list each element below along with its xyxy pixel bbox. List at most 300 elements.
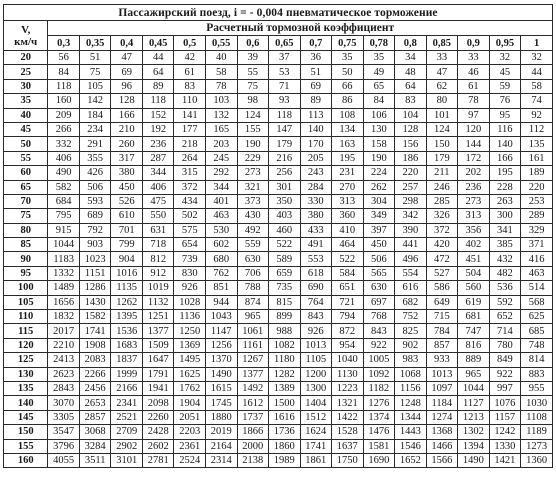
distance-cell: 106 [363,108,395,122]
speed-cell: 145 [4,410,48,424]
distance-cell: 630 [237,252,269,266]
distance-cell: 110 [174,94,206,108]
distance-cell: 1076 [489,396,521,410]
distance-cell: 190 [237,137,269,151]
distance-cell: 287 [142,151,174,165]
distance-cell: 721 [332,295,364,309]
distance-cell: 62 [426,79,458,93]
distance-cell: 344 [205,180,237,194]
distance-cell: 926 [300,324,332,338]
distance-cell: 464 [332,238,364,252]
distance-cell: 420 [426,238,458,252]
speed-cell: 70 [4,194,48,208]
distance-cell: 575 [174,223,206,237]
distance-cell: 1130 [332,367,364,381]
table-row [4,238,553,252]
distance-cell: 192 [142,122,174,136]
distance-cell: 2203 [174,425,206,439]
distance-cell: 450 [111,180,143,194]
distance-cell: 64 [142,65,174,79]
distance-cell: 1908 [79,338,111,352]
distance-cell: 1273 [521,439,553,453]
speed-cell: 110 [4,310,48,324]
distance-cell: 1736 [269,425,301,439]
distance-cell: 1132 [142,295,174,309]
distance-cell: 390 [395,223,427,237]
distance-cell: 397 [363,223,395,237]
table-body [4,51,553,468]
distance-cell: 1762 [174,381,206,395]
distance-cell: 944 [205,295,237,309]
speed-cell: 125 [4,353,48,367]
coefficient-header-cell: 0,7 [300,36,332,51]
distance-cell: 631 [142,223,174,237]
distance-cell: 75 [237,79,269,93]
distance-cell: 189 [521,166,553,180]
distance-cell: 988 [269,324,301,338]
table-row [4,367,553,381]
distance-cell: 715 [426,310,458,324]
distance-cell: 166 [111,108,143,122]
distance-cell: 165 [205,122,237,136]
distance-cell: 889 [458,353,490,367]
distance-cell: 1274 [426,410,458,424]
distance-cell: 195 [489,166,521,180]
distance-cell: 1443 [395,425,427,439]
distance-cell: 1250 [174,324,206,338]
speed-cell: 105 [4,295,48,309]
distance-cell: 2166 [111,381,143,395]
distance-cell: 1013 [426,367,458,381]
distance-cell: 792 [79,223,111,237]
table-row [4,252,553,266]
distance-cell: 236 [142,137,174,151]
distance-cell: 92 [521,108,553,122]
distance-cell: 1302 [458,425,490,439]
distance-cell: 130 [363,122,395,136]
coefficient-header-cell: 0,6 [237,36,269,51]
table-row [4,425,553,439]
distance-cell: 56 [48,51,80,65]
distance-cell: 2361 [174,439,206,453]
distance-cell: 177 [174,122,206,136]
distance-cell: 1495 [174,353,206,367]
distance-cell: 2623 [48,367,80,381]
distance-cell: 1566 [426,453,458,467]
distance-cell: 93 [269,94,301,108]
distance-cell: 903 [79,238,111,252]
distance-cell: 172 [458,151,490,165]
distance-cell: 270 [332,180,364,194]
distance-cell: 266 [48,122,80,136]
distance-cell: 1546 [395,439,427,453]
speed-column-header [4,21,48,51]
distance-cell: 768 [363,310,395,324]
speed-cell: 120 [4,338,48,352]
distance-cell: 39 [237,51,269,65]
distance-cell: 1105 [300,353,332,367]
coefficient-header-cell: 0,9 [458,36,490,51]
distance-cell: 78 [458,94,490,108]
distance-cell: 58 [205,65,237,79]
distance-cell: 568 [521,295,553,309]
speed-cell: 50 [4,137,48,151]
distance-cell: 84 [363,94,395,108]
distance-cell: 349 [363,209,395,223]
distance-cell: 229 [237,151,269,165]
distance-cell: 718 [142,238,174,252]
distance-cell: 86 [332,94,364,108]
distance-cell: 1330 [489,439,521,453]
distance-cell: 514 [521,281,553,295]
distance-cell: 45 [489,65,521,79]
distance-cell: 1368 [426,425,458,439]
distance-cell: 140 [300,122,332,136]
distance-cell: 380 [300,209,332,223]
distance-cell: 1369 [174,338,206,352]
table-row [4,310,553,324]
speed-cell: 140 [4,396,48,410]
distance-cell: 234 [79,122,111,136]
distance-cell: 912 [142,266,174,280]
speed-cell: 130 [4,367,48,381]
distance-cell: 1082 [269,338,301,352]
distance-cell: 602 [205,238,237,252]
distance-cell: 3796 [48,439,80,453]
distance-cell: 132 [205,108,237,122]
distance-cell: 812 [142,252,174,266]
distance-cell: 433 [300,223,332,237]
table-row [4,324,553,338]
distance-cell: 506 [363,252,395,266]
distance-cell: 61 [458,79,490,93]
distance-cell: 317 [111,151,143,165]
distance-cell: 1832 [48,310,80,324]
table-row [4,79,553,93]
distance-cell: 2781 [142,453,174,467]
distance-cell: 965 [237,310,269,324]
speed-cell: 65 [4,180,48,194]
distance-cell: 356 [458,223,490,237]
distance-cell: 1180 [269,353,301,367]
distance-cell: 714 [489,324,521,338]
distance-cell: 33 [426,51,458,65]
distance-cell: 1108 [521,410,553,424]
distance-cell: 170 [300,137,332,151]
distance-cell: 2314 [205,453,237,467]
distance-cell: 1612 [237,396,269,410]
table-row [4,108,553,122]
distance-cell: 98 [237,94,269,108]
distance-cell: 2524 [174,453,206,467]
distance-cell: 450 [363,238,395,252]
distance-cell: 156 [395,137,427,151]
coefficient-header-row [4,36,553,51]
distance-cell: 350 [269,194,301,208]
distance-cell: 1028 [174,295,206,309]
distance-cell: 1092 [363,367,395,381]
distance-cell: 406 [142,180,174,194]
distance-cell: 152 [142,108,174,122]
distance-cell: 618 [300,266,332,280]
distance-cell: 55 [237,65,269,79]
distance-cell: 681 [458,310,490,324]
distance-cell: 490 [48,166,80,180]
distance-cell: 491 [300,238,332,252]
distance-cell: 1394 [458,439,490,453]
speed-cell: 75 [4,209,48,223]
speed-cell: 115 [4,324,48,338]
distance-cell: 298 [395,194,427,208]
distance-cell: 2428 [142,425,174,439]
distance-cell: 1044 [458,381,490,395]
speed-cell: 25 [4,65,48,79]
distance-cell: 1136 [174,310,206,324]
distance-cell: 1223 [332,381,364,395]
distance-cell: 416 [521,252,553,266]
distance-cell: 44 [521,65,553,79]
distance-cell: 553 [300,252,332,266]
distance-cell: 3547 [48,425,80,439]
distance-cell: 104 [395,108,427,122]
speed-cell: 20 [4,51,48,65]
distance-cell: 321 [237,180,269,194]
distance-cell: 441 [395,238,427,252]
distance-cell: 1490 [205,367,237,381]
distance-cell: 506 [79,180,111,194]
distance-cell: 794 [332,310,364,324]
distance-cell: 33 [458,51,490,65]
distance-cell: 2051 [174,410,206,424]
distance-cell: 619 [458,295,490,309]
distance-cell: 1582 [79,310,111,324]
distance-cell: 1652 [395,453,427,467]
distance-cell: 1321 [332,396,364,410]
distance-cell: 385 [489,238,521,252]
speed-cell: 100 [4,281,48,295]
distance-cell: 1267 [237,353,269,367]
distance-cell: 526 [111,194,143,208]
distance-cell: 902 [395,338,427,352]
distance-cell: 71 [269,79,301,93]
distance-cell: 2266 [79,367,111,381]
distance-cell: 116 [489,122,521,136]
distance-cell: 1370 [205,353,237,367]
distance-cell: 142 [79,94,111,108]
distance-cell: 209 [48,108,80,122]
distance-cell: 113 [300,108,332,122]
distance-cell: 179 [269,137,301,151]
distance-cell: 253 [521,194,553,208]
distance-cell: 1536 [111,324,143,338]
distance-cell: 246 [426,180,458,194]
distance-cell: 610 [111,209,143,223]
distance-cell: 1741 [79,324,111,338]
distance-cell: 61 [174,65,206,79]
distance-cell: 1489 [48,281,80,295]
distance-cell: 983 [395,353,427,367]
distance-cell: 814 [521,353,553,367]
table-row [4,381,553,395]
distance-cell: 933 [426,353,458,367]
distance-cell: 1183 [48,252,80,266]
distance-cell: 430 [237,209,269,223]
distance-cell: 2653 [79,396,111,410]
distance-cell: 1466 [426,439,458,453]
distance-cell: 3068 [79,425,111,439]
distance-cell: 78 [205,79,237,93]
table-row [4,151,553,165]
distance-cell: 2456 [79,381,111,395]
distance-cell: 1509 [142,338,174,352]
distance-cell: 1860 [269,439,301,453]
distance-cell: 342 [395,209,427,223]
distance-cell: 522 [269,238,301,252]
coefficient-header-cell: 0,35 [79,36,111,51]
distance-cell: 1156 [395,381,427,395]
speed-cell: 40 [4,108,48,122]
distance-cell: 48 [395,65,427,79]
coefficient-header-cell: 0,8 [395,36,427,51]
distance-cell: 2413 [48,353,80,367]
distance-cell: 76 [489,94,521,108]
coefficient-header-cell: 0,65 [269,36,301,51]
table-row [4,166,553,180]
distance-cell: 74 [521,94,553,108]
distance-cell: 144 [458,137,490,151]
distance-cell: 141 [174,108,206,122]
distance-cell: 3070 [48,396,80,410]
distance-cell: 329 [521,223,553,237]
distance-cell: 922 [363,338,395,352]
distance-cell: 163 [332,137,364,151]
distance-cell: 752 [395,310,427,324]
distance-cell: 160 [48,94,80,108]
coefficient-header-cell: 0,95 [489,36,521,51]
distance-cell: 554 [395,266,427,280]
distance-cell: 1016 [111,266,143,280]
distance-cell: 53 [269,65,301,79]
distance-cell: 451 [458,252,490,266]
distance-cell: 330 [300,194,332,208]
distance-cell: 120 [458,122,490,136]
coefficient-header-cell: 1 [521,36,553,51]
distance-cell: 697 [363,295,395,309]
distance-cell: 315 [174,166,206,180]
distance-cell: 1276 [363,396,395,410]
speed-cell: 150 [4,425,48,439]
distance-cell: 273 [458,194,490,208]
distance-cell: 179 [426,151,458,165]
distance-cell: 50 [332,65,364,79]
distance-cell: 69 [300,79,332,93]
distance-cell: 124 [426,122,458,136]
distance-cell: 1019 [142,281,174,295]
speed-cell: 160 [4,453,48,467]
distance-cell: 1200 [300,367,332,381]
distance-cell: 915 [48,223,80,237]
distance-cell: 2521 [111,410,143,424]
distance-cell: 1837 [111,353,143,367]
distance-cell: 1683 [111,338,143,352]
coefficient-group-header: Расчетный тормозной коэффициент [48,21,553,36]
distance-cell: 2138 [237,453,269,467]
distance-cell: 1262 [111,295,143,309]
distance-cell: 64 [395,79,427,93]
distance-cell: 273 [237,166,269,180]
distance-cell: 926 [174,281,206,295]
distance-cell: 432 [489,252,521,266]
distance-cell: 210 [111,122,143,136]
distance-cell: 83 [174,79,206,93]
distance-cell: 2341 [111,396,143,410]
distance-cell: 1360 [521,453,553,467]
distance-cell: 313 [458,209,490,223]
distance-cell: 1147 [205,324,237,338]
distance-cell: 326 [426,209,458,223]
distance-cell: 706 [237,266,269,280]
distance-cell: 1647 [142,353,174,367]
distance-cell: 150 [426,137,458,151]
distance-cell: 1404 [300,396,332,410]
distance-cell: 211 [426,166,458,180]
distance-cell: 243 [300,166,332,180]
distance-cell: 84 [48,65,80,79]
distance-cell: 65 [363,79,395,93]
distance-cell: 1750 [332,453,364,467]
distance-cell: 37 [269,51,301,65]
distance-cell: 284 [300,180,332,194]
distance-cell: 883 [521,367,553,381]
distance-cell: 1377 [237,367,269,381]
distance-cell: 857 [426,338,458,352]
distance-cell: 1389 [269,381,301,395]
distance-cell: 124 [237,108,269,122]
table-row [4,223,553,237]
distance-cell: 402 [458,238,490,252]
distance-cell: 304 [363,194,395,208]
speed-cell: 85 [4,238,48,252]
distance-cell: 231 [332,166,364,180]
distance-cell: 1151 [79,266,111,280]
table-row [4,295,553,309]
distance-cell: 1213 [458,410,490,424]
distance-cell: 83 [395,94,427,108]
distance-cell: 291 [79,137,111,151]
coefficient-header-cell: 0,5 [174,36,206,51]
distance-cell: 42 [174,51,206,65]
distance-cell: 97 [458,108,490,122]
speed-cell: 45 [4,122,48,136]
distance-cell: 1135 [111,281,143,295]
distance-cell: 1656 [48,295,80,309]
distance-cell: 2098 [142,396,174,410]
distance-cell: 739 [174,252,206,266]
speed-cell: 135 [4,381,48,395]
distance-cell: 103 [205,94,237,108]
distance-cell: 51 [79,51,111,65]
distance-cell: 1999 [111,367,143,381]
coefficient-header-cell: 0,75 [332,36,364,51]
distance-cell: 373 [237,194,269,208]
distance-cell: 1161 [237,338,269,352]
distance-cell: 203 [205,137,237,151]
distance-cell: 682 [395,295,427,309]
distance-cell: 2164 [205,439,237,453]
distance-cell: 872 [332,324,364,338]
distance-cell: 825 [395,324,427,338]
distance-cell: 463 [521,266,553,280]
